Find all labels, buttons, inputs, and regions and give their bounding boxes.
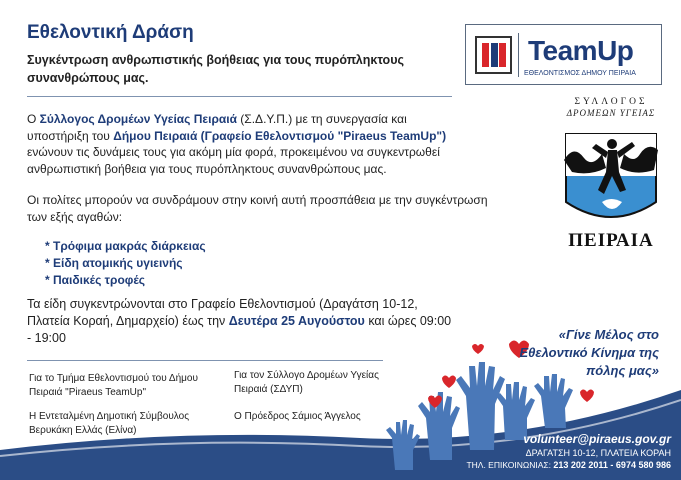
signature-left-organization: Για το Τμήμα Εθελοντισμού του Δήμου Πειραιά "Piraeus TeamUp" [29,373,198,398]
teamup-logo [465,24,662,85]
office-name: Δήμου Πειραιά (Γραφείο Εθελοντισμού "Piraeus TeamUp") [113,128,447,143]
club-logo-subtitle: ΔΡΟΜΕΩΝ ΥΓΕΙΑΣ [566,108,656,118]
collection-hours: και ώρες 09:00 - 19:00 [27,314,452,345]
collection-deadline: Δευτέρα 25 Αυγούστου [228,314,365,328]
page-title: Εθελοντική Δράση [27,22,194,43]
page-subtitle: Συγκέντρωση ανθρωπιστικής βοήθειας για τους πυρόπληκτους συνανθρώπους μας. [27,53,404,85]
club-logo-city: ΠΕΙΡΑΙΑ [568,230,654,251]
signature-right-person: Ο Πρόεδρος Σάμιος Άγγελος [234,411,361,422]
intro-paragraph [27,111,467,177]
runners-club-logo [552,96,670,254]
slogan-text: «Γίνε Μέλος στο Εθελοντικό Κίνημα της πόλης μας» [519,327,659,378]
runner-shield-icon [562,124,660,228]
contact-email[interactable]: volunteer@piraeus.gov.gr [523,432,671,446]
goods-list [45,238,206,289]
signature-left-person: Η Εντεταλμένη Δημοτική Σύμβουλος Βερυκάκη Ελλάς (Ελίνα) [29,411,190,436]
signature-right-organization: Για τον Σύλλογο Δρομέων Υγείας Πειραιά (ΣΔΥΠ) [234,370,379,395]
contact-block [466,432,671,471]
intro-suffix: ενώνουν τις δυνάμεις τους για ακόμη μία φορά, προκειμένου να συγκεντρωθεί ανθρωπιστική βοήθεια για τους πυρόπληκτους συνανθρώπους μας. [27,145,440,176]
contact-phone [466,459,671,471]
list-item: * Παιδικές τροφές [45,273,146,287]
intro-middle: (Σ.Δ.Υ.Π.) με τη συνεργασία και υποστήριξη του [27,112,407,143]
teamup-logo-tagline: ΕΘΕΛΟΝΤΙΣΜΟΣ ΔΗΜΟΥ ΠΕΙΡΑΙΑ [524,70,636,77]
teamup-emblem-icon [475,36,512,74]
contact-address: ΔΡΑΓΑΤΣΗ 10-12, ΠΛΑΤΕΙΑ ΚΟΡΑΗ [525,448,671,458]
instructions-paragraph: Οι πολίτες μπορούν να συνδράμουν στην κοινή αυτή προσπάθεια με την συγκέντρωση των εξής αγαθών: [27,193,488,224]
organization-name: Σύλλογος Δρομέων Υγείας Πειραιά [39,112,237,126]
collection-prefix: Τα είδη συγκεντρώνονται στο Γραφείο Εθελοντισμού (Δραγάτση 10-12, Πλατεία Κοραή, Δημαρχείο) έως την [27,297,418,328]
teamup-logo-name: TeamUp [528,35,634,66]
intro-prefix: Ο [27,112,40,126]
phone-label: ΤΗΛ. ΕΠΙΚΟΙΝΩΝΙΑΣ: [466,460,551,470]
list-item: * Τρόφιμα μακράς διάρκειας [45,239,206,253]
phone-numbers: 213 202 2011 - 6974 580 986 [553,460,671,470]
club-logo-top: ΣΥΛΛΟΓΟΣ [574,97,648,107]
list-item: * Είδη ατομικής υγιεινής [45,256,183,270]
logo-divider [518,33,519,77]
subtitle-divider [27,96,452,97]
